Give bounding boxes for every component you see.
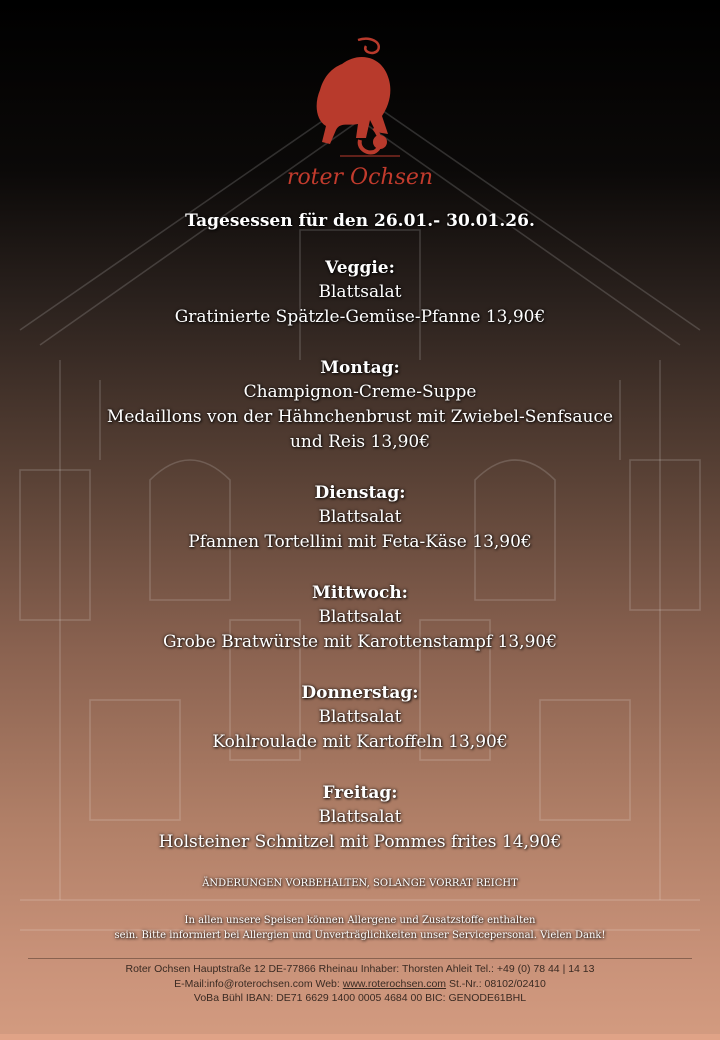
menu-day-dienstag (0, 481, 720, 555)
menu-day-mittwoch (0, 581, 720, 655)
allergy-notice (0, 913, 720, 943)
menu-item: Blattsalat (318, 607, 402, 627)
footer-contact-line (0, 977, 720, 992)
day-label: Dienstag: (314, 483, 406, 503)
menu-item: Grobe Bratwürste mit Karottenstampf 13,90€ (162, 632, 558, 652)
footer-email: E-Mail:info@roterochsen.com Web: (174, 977, 343, 990)
menu-item: Blattsalat (318, 507, 402, 527)
allergy-line: sein. Bitte informiert bei Allergien und Unverträglichkeiten unser Servicepersonal. Vielen Dank! (114, 930, 606, 941)
menu-item: Kohlroulade mit Kartoffeln 13,90€ (212, 732, 508, 752)
menu-headline: Tagesessen für den 26.01.- 30.01.26. (185, 211, 535, 231)
menu-item: Gratinierte Spätzle-Gemüse-Pfanne 13,90€ (174, 307, 546, 327)
menu-day-montag (0, 356, 720, 455)
menu-day-donnerstag (0, 681, 720, 755)
day-label: Freitag: (322, 783, 398, 803)
footer-contact (0, 962, 720, 1006)
website-link[interactable]: www.roterochsen.com (342, 977, 447, 990)
menu-item: Pfannen Tortellini mit Feta-Käse 13,90€ (188, 532, 532, 552)
day-label: Mittwoch: (312, 583, 408, 603)
menu-item: und Reis 13,90€ (289, 432, 431, 452)
menu-day-veggie (0, 256, 720, 330)
menu-item: Holsteiner Schnitzel mit Pommes frites 14,90€ (158, 832, 562, 852)
menu-item: Medaillons von der Hähnchenbrust mit Zwiebel-Senfsauce (106, 407, 614, 427)
footer-bank-line: VoBa Bühl IBAN: DE71 6629 1400 0005 4684 00 BIC: GENODE61BHL (193, 992, 527, 1004)
footer-address-line: Roter Ochsen Hauptstraße 12 DE-77866 Rheinau Inhaber: Thorsten Ahleit Tel.: +49 (0) 78 44 | 14 13 (125, 963, 595, 975)
menu-item: Blattsalat (318, 707, 402, 727)
footer-divider (28, 958, 692, 959)
menu-day-freitag (0, 781, 720, 855)
logo-wordmark: roter Ochsen (286, 165, 434, 190)
allergy-line: In allen unsere Speisen können Allergene und Zusatzstoffe enthalten (184, 915, 536, 926)
footer-tax-number: St.-Nr.: 08102/02410 (446, 977, 546, 990)
bottom-band (0, 1034, 720, 1040)
menu-item: Blattsalat (318, 807, 402, 827)
day-label: Montag: (320, 358, 400, 378)
menu-item: Champignon-Creme-Suppe (243, 382, 477, 402)
menu-item: Blattsalat (318, 282, 402, 302)
day-label: Veggie: (325, 258, 395, 278)
roter-ochsen-logo (270, 34, 450, 194)
availability-notice: ÄNDERUNGEN VORBEHALTEN, SOLANGE VORRAT REICHT (202, 878, 518, 889)
daily-menu (0, 210, 720, 943)
day-label: Donnerstag: (301, 683, 419, 703)
